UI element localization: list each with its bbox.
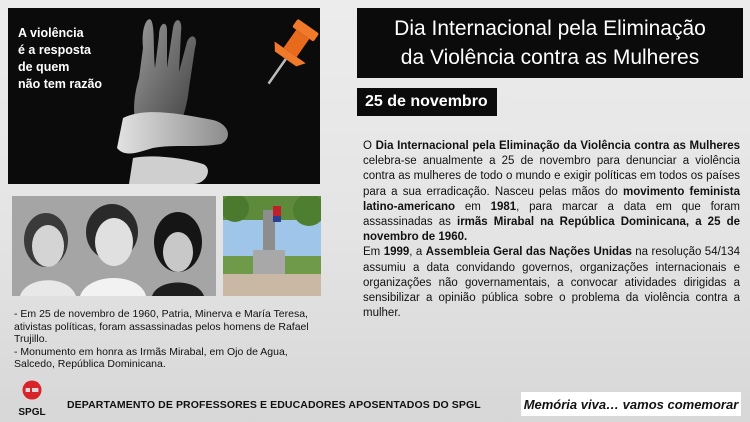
paragraph-2: Em 1999, a Assembleia Geral das Nações Unidas na resolução 54/134 assumiu a data convidando governos, organizações internacionais e organizações não governamentais, a convocar atividades dirigidas a sensibilizar a opinião pública sobre o problema da violência contra a mulher. bbox=[363, 246, 740, 320]
push-pin-icon bbox=[258, 16, 320, 92]
paragraph-1: O Dia Internacional pela Eliminação da Violência contra as Mulheres celebra-se anualmente a 25 de novembro para denunciar a violência contra as mulheres de todo o mundo e exigir políticas em todos os países para a sua erradicação. Nasceu pelas mãos do movimento feminista latino-americano em 1981, para marcar a data em que foram assassinadas as irmãs Mirabal na República Dominicana, a 25 de novembro de 1960. bbox=[363, 140, 741, 244]
caption-line-3: de quem bbox=[18, 60, 70, 74]
caption-line-4: não tem razão bbox=[18, 77, 103, 91]
title-line-1: Dia Internacional pela Eliminação bbox=[394, 17, 706, 40]
spgl-logo-icon bbox=[12, 380, 52, 420]
title-banner bbox=[357, 8, 743, 78]
title-line-2: da Violência contra as Mulheres bbox=[400, 46, 700, 69]
motto-banner bbox=[521, 392, 741, 416]
caption-line-1: A violência bbox=[18, 26, 84, 40]
photo-captions bbox=[14, 308, 324, 371]
monument-photo bbox=[223, 196, 321, 296]
caption-sisters: - Em 25 de novembro de 1960, Patria, Minerva e María Teresa, ativistas políticas, foram assassinadas pelos homens de Rafael Trujillo. bbox=[14, 308, 309, 346]
article-body bbox=[363, 139, 740, 321]
caption-monument: - Monumento em honra as Irmãs Mirabal, em Ojo de Agua, Salcedo, República Dominicana. bbox=[14, 345, 288, 371]
hands-illustration bbox=[103, 8, 253, 184]
department-label: DEPARTAMENTO DE PROFESSORES E EDUCADORES APOSENTADOS DO SPGL bbox=[67, 399, 481, 411]
mirabal-sisters-photo bbox=[12, 196, 216, 296]
logo-text: SPGL bbox=[18, 407, 46, 418]
caption-line-2: é a resposta bbox=[18, 43, 91, 57]
hands-photo bbox=[8, 8, 320, 184]
date-label: 25 de novembro bbox=[365, 93, 488, 110]
date-banner bbox=[357, 88, 497, 116]
page-title bbox=[365, 14, 735, 72]
motto-text: Memória viva… vamos comemorar bbox=[523, 396, 739, 412]
